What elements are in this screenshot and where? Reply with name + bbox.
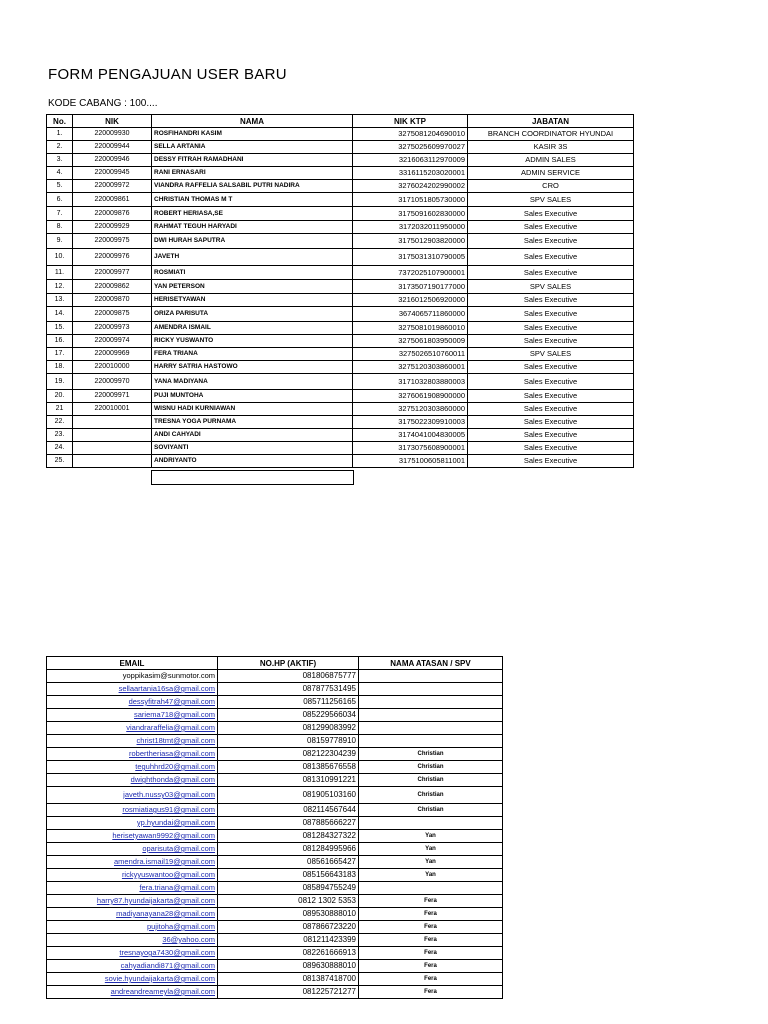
row-number-cell: 7. (47, 207, 73, 221)
header-nama: NAMA (152, 115, 353, 128)
nik-ktp-cell: 3175091602830000 (353, 207, 468, 221)
table-row (47, 403, 634, 416)
row-number-cell: 3. (47, 154, 73, 167)
table-row (47, 735, 503, 748)
jabatan-cell: KASIR 3S (468, 141, 634, 154)
table-row (47, 830, 503, 843)
nama-cell: ANDRIYANTO (152, 455, 353, 468)
table-row (47, 843, 503, 856)
nik-ktp-cell: 7372025107900001 (353, 266, 468, 280)
header-nama-atasan: NAMA ATASAN / SPV (359, 657, 503, 670)
nama-cell: FERA TRIANA (152, 348, 353, 361)
nik-ktp-cell: 3216012506920000 (353, 294, 468, 307)
table-row (47, 322, 634, 335)
nik-ktp-cell: 3173507190177000 (353, 280, 468, 294)
nik-cell (73, 416, 152, 429)
row-number-cell: 19. (47, 374, 73, 390)
nik-ktp-cell: 3275025609970027 (353, 141, 468, 154)
email-cell[interactable]: sellaartania16sa@gmail.com (47, 683, 218, 696)
no-hp-cell: 085711256165 (218, 696, 359, 709)
nama-atasan-cell: Christian (359, 761, 503, 774)
nik-cell: 220009945 (73, 167, 152, 180)
nama-cell: HARRY SATRIA HASTOWO (152, 361, 353, 374)
no-hp-cell: 087877531495 (218, 683, 359, 696)
header-nik: NIK (73, 115, 152, 128)
header-no-hp: NO.HP (AKTIF) (218, 657, 359, 670)
nama-cell: YANA MADIYANA (152, 374, 353, 390)
email-cell[interactable]: rosmiatiagus91@gmail.com (47, 804, 218, 817)
nik-ktp-cell: 3175031310790005 (353, 249, 468, 266)
nik-cell (73, 442, 152, 455)
table-row (47, 696, 503, 709)
nama-atasan-cell: Fera (359, 973, 503, 986)
table-row (47, 128, 634, 141)
nama-cell: TRESNA YOGA PURNAMA (152, 416, 353, 429)
nik-ktp-cell: 3216063112970009 (353, 154, 468, 167)
nama-cell: YAN PETERSON (152, 280, 353, 294)
row-number-cell: 15. (47, 322, 73, 335)
nik-ktp-cell: 3275120303860000 (353, 403, 468, 416)
table-row (47, 221, 634, 234)
email-cell: yoppikasim@sunmotor.com (47, 670, 218, 683)
nama-atasan-cell (359, 683, 503, 696)
nik-cell (73, 429, 152, 442)
employee-table (46, 114, 634, 468)
nama-cell: ANDI CAHYADI (152, 429, 353, 442)
header-jabatan: JABATAN (468, 115, 634, 128)
row-number-cell: 13. (47, 294, 73, 307)
nik-cell: 220009862 (73, 280, 152, 294)
nama-cell: JAVETH (152, 249, 353, 266)
header-no: No. (47, 115, 73, 128)
table-row (47, 390, 634, 403)
nik-ktp-cell: 3173075608900001 (353, 442, 468, 455)
email-cell[interactable]: viandraraffelia@gmail.com (47, 722, 218, 735)
nama-cell: ROSMIATI (152, 266, 353, 280)
nik-cell: 220009972 (73, 180, 152, 193)
nik-cell: 220010001 (73, 403, 152, 416)
no-hp-cell: 081387418700 (218, 973, 359, 986)
nik-cell: 220009870 (73, 294, 152, 307)
table-row (47, 921, 503, 934)
row-number-cell: 17. (47, 348, 73, 361)
table-row (47, 455, 634, 468)
nik-ktp-cell: 3175100605811001 (353, 455, 468, 468)
no-hp-cell: 08159778910 (218, 735, 359, 748)
nik-cell: 220009977 (73, 266, 152, 280)
jabatan-cell: Sales Executive (468, 322, 634, 335)
employee-table-header (47, 115, 634, 128)
no-hp-cell: 081211423399 (218, 934, 359, 947)
jabatan-cell: Sales Executive (468, 361, 634, 374)
nik-cell: 220009876 (73, 207, 152, 221)
row-number-cell: 4. (47, 167, 73, 180)
nik-ktp-cell: 3316115203020001 (353, 167, 468, 180)
jabatan-cell: Sales Executive (468, 403, 634, 416)
nik-cell: 220009976 (73, 249, 152, 266)
no-hp-cell: 085156643183 (218, 869, 359, 882)
nama-cell: RICKY YUSWANTO (152, 335, 353, 348)
table-row (47, 722, 503, 735)
row-number-cell: 11. (47, 266, 73, 280)
no-hp-cell: 082261666913 (218, 947, 359, 960)
nik-ktp-cell: 3175012903820000 (353, 234, 468, 249)
table-row (47, 960, 503, 973)
nama-cell: ROSFIHANDRI KASIM (152, 128, 353, 141)
table-row (47, 280, 634, 294)
header-nik-ktp: NIK KTP (353, 115, 468, 128)
no-hp-cell: 087885666227 (218, 817, 359, 830)
table-row (47, 774, 503, 787)
row-number-cell: 6. (47, 193, 73, 207)
row-number-cell: 9. (47, 234, 73, 249)
table-row (47, 934, 503, 947)
no-hp-cell: 081806875777 (218, 670, 359, 683)
table-row (47, 154, 634, 167)
nik-cell: 220009929 (73, 221, 152, 234)
jabatan-cell: Sales Executive (468, 455, 634, 468)
jabatan-cell: Sales Executive (468, 234, 634, 249)
jabatan-cell: Sales Executive (468, 390, 634, 403)
nama-atasan-cell (359, 817, 503, 830)
email-cell[interactable]: robertheriasa@gmail.com (47, 748, 218, 761)
nik-cell (73, 455, 152, 468)
table-row (47, 348, 634, 361)
row-number-cell: 5. (47, 180, 73, 193)
email-cell[interactable]: dessyfitrah47@gmail.com (47, 696, 218, 709)
header-email: EMAIL (47, 657, 218, 670)
row-number-cell: 23. (47, 429, 73, 442)
nama-atasan-cell: Fera (359, 895, 503, 908)
no-hp-cell: 081385676558 (218, 761, 359, 774)
nama-atasan-cell (359, 722, 503, 735)
email-cell[interactable]: madiyanayana28@gmail.com (47, 908, 218, 921)
email-cell[interactable]: oparisuta@gmail.com (47, 843, 218, 856)
nama-atasan-cell: Fera (359, 986, 503, 999)
nik-cell: 220009973 (73, 322, 152, 335)
nama-cell: ORIZA PARISUTA (152, 307, 353, 322)
no-hp-cell: 081225721277 (218, 986, 359, 999)
no-hp-cell: 081284327322 (218, 830, 359, 843)
jabatan-cell: Sales Executive (468, 429, 634, 442)
empty-name-cell (151, 470, 354, 485)
table-row (47, 442, 634, 455)
nama-atasan-cell: Christian (359, 804, 503, 817)
jabatan-cell: Sales Executive (468, 416, 634, 429)
email-cell[interactable]: 36@yahoo.com (47, 934, 218, 947)
nama-cell: ROBERT HERIASA,SE (152, 207, 353, 221)
nama-cell: HERISETYAWAN (152, 294, 353, 307)
nik-cell: 220009944 (73, 141, 152, 154)
nama-cell: RAHMAT TEGUH HARYADI (152, 221, 353, 234)
nama-atasan-cell (359, 735, 503, 748)
nama-cell: SELLA ARTANIA (152, 141, 353, 154)
jabatan-cell: SPV SALES (468, 280, 634, 294)
email-cell[interactable]: cahyadiandi871@gmail.com (47, 960, 218, 973)
jabatan-cell: Sales Executive (468, 307, 634, 322)
nik-ktp-cell: 3276024202990002 (353, 180, 468, 193)
table-row (47, 180, 634, 193)
nama-cell: AMENDRA ISMAIL (152, 322, 353, 335)
jabatan-cell: BRANCH COORDINATOR HYUNDAI (468, 128, 634, 141)
jabatan-cell: Sales Executive (468, 221, 634, 234)
nama-cell: WISNU HADI KURNIAWAN (152, 403, 353, 416)
email-cell[interactable]: dwighthonda@gmail.com (47, 774, 218, 787)
email-cell[interactable]: tresnayoga7430@gmail.com (47, 947, 218, 960)
table-row (47, 869, 503, 882)
table-row (47, 986, 503, 999)
jabatan-cell: ADMIN SALES (468, 154, 634, 167)
jabatan-cell: ADMIN SERVICE (468, 167, 634, 180)
nama-atasan-cell (359, 670, 503, 683)
table-row (47, 234, 634, 249)
nik-ktp-cell: 3674065711860000 (353, 307, 468, 322)
email-cell[interactable]: harry87.hyundaijakarta@gmail.com (47, 895, 218, 908)
row-number-cell: 22. (47, 416, 73, 429)
table-row (47, 817, 503, 830)
nik-ktp-cell: 3172032011950000 (353, 221, 468, 234)
nama-atasan-cell: Fera (359, 934, 503, 947)
nama-atasan-cell: Christian (359, 748, 503, 761)
table-row (47, 683, 503, 696)
table-row (47, 429, 634, 442)
no-hp-cell: 085894755249 (218, 882, 359, 895)
nama-cell: DESSY FITRAH RAMADHANI (152, 154, 353, 167)
table-row (47, 141, 634, 154)
nik-ktp-cell: 3275026510760011 (353, 348, 468, 361)
table-row (47, 193, 634, 207)
jabatan-cell: SPV SALES (468, 348, 634, 361)
nik-ktp-cell: 3275061803950009 (353, 335, 468, 348)
nik-ktp-cell: 3276061908900000 (353, 390, 468, 403)
email-cell[interactable]: herisetyawan9992@gmail.com (47, 830, 218, 843)
nik-cell: 220009861 (73, 193, 152, 207)
nik-cell: 220009969 (73, 348, 152, 361)
table-row (47, 947, 503, 960)
no-hp-cell: 081299083992 (218, 722, 359, 735)
nama-atasan-cell (359, 696, 503, 709)
table-row (47, 761, 503, 774)
table-row (47, 361, 634, 374)
no-hp-cell: 085229566034 (218, 709, 359, 722)
table-row (47, 895, 503, 908)
no-hp-cell: 082122304239 (218, 748, 359, 761)
row-number-cell: 14. (47, 307, 73, 322)
jabatan-cell: CRO (468, 180, 634, 193)
nama-cell: CHRISTIAN THOMAS M T (152, 193, 353, 207)
no-hp-cell: 089530888010 (218, 908, 359, 921)
jabatan-cell: Sales Executive (468, 207, 634, 221)
table-row (47, 908, 503, 921)
email-cell[interactable]: sariema718@gmail.com (47, 709, 218, 722)
jabatan-cell: Sales Executive (468, 442, 634, 455)
jabatan-cell: Sales Executive (468, 374, 634, 390)
nama-atasan-cell: Christian (359, 774, 503, 787)
nama-atasan-cell: Yan (359, 843, 503, 856)
email-cell[interactable]: javeth.nussy03@gmail.com (47, 787, 218, 804)
form-title: FORM PENGAJUAN USER BARU (48, 66, 287, 83)
nama-cell: DWI HURAH SAPUTRA (152, 234, 353, 249)
nik-cell: 220010000 (73, 361, 152, 374)
email-cell[interactable]: yp.hyundai@gmail.com (47, 817, 218, 830)
jabatan-cell: Sales Executive (468, 335, 634, 348)
jabatan-cell: SPV SALES (468, 193, 634, 207)
nik-cell: 220009970 (73, 374, 152, 390)
email-cell[interactable]: andreandreameyla@gmail.com (47, 986, 218, 999)
email-cell[interactable]: christ18tmt@gmail.com (47, 735, 218, 748)
contact-table-header (47, 657, 503, 670)
nik-ktp-cell: 3275081019860010 (353, 322, 468, 335)
nama-atasan-cell: Fera (359, 921, 503, 934)
no-hp-cell: 082114567644 (218, 804, 359, 817)
table-row (47, 748, 503, 761)
nama-cell: VIANDRA RAFFELIA SALSABIL PUTRI NADIRA (152, 180, 353, 193)
row-number-cell: 12. (47, 280, 73, 294)
nik-cell: 220009930 (73, 128, 152, 141)
nama-atasan-cell: Fera (359, 908, 503, 921)
nama-atasan-cell: Yan (359, 830, 503, 843)
kode-cabang-label: KODE CABANG : 100.... (48, 98, 158, 109)
no-hp-cell: 08561665427 (218, 856, 359, 869)
nama-cell: RANI ERNASARI (152, 167, 353, 180)
row-number-cell: 1. (47, 128, 73, 141)
table-row (47, 167, 634, 180)
row-number-cell: 20. (47, 390, 73, 403)
row-number-cell: 16. (47, 335, 73, 348)
table-row (47, 856, 503, 869)
nik-ktp-cell: 3275120303860001 (353, 361, 468, 374)
no-hp-cell: 081284995966 (218, 843, 359, 856)
row-number-cell: 10. (47, 249, 73, 266)
nik-cell: 220009975 (73, 234, 152, 249)
table-row (47, 787, 503, 804)
nama-cell: SOVIYANTI (152, 442, 353, 455)
nik-ktp-cell: 3171051805730000 (353, 193, 468, 207)
nama-atasan-cell (359, 882, 503, 895)
nik-cell: 220009875 (73, 307, 152, 322)
table-row (47, 335, 634, 348)
nama-atasan-cell: Fera (359, 947, 503, 960)
no-hp-cell: 089630888010 (218, 960, 359, 973)
email-cell[interactable]: amendra.ismail19@gmail.com (47, 856, 218, 869)
table-row (47, 709, 503, 722)
table-row (47, 973, 503, 986)
nik-cell: 220009946 (73, 154, 152, 167)
table-row (47, 804, 503, 817)
nik-cell: 220009974 (73, 335, 152, 348)
row-number-cell: 18. (47, 361, 73, 374)
row-number-cell: 21 (47, 403, 73, 416)
nik-ktp-cell: 3171032803880003 (353, 374, 468, 390)
email-cell[interactable]: teguhhrd20@gmail.com (47, 761, 218, 774)
jabatan-cell: Sales Executive (468, 266, 634, 280)
table-row (47, 670, 503, 683)
nik-ktp-cell: 3175022309910003 (353, 416, 468, 429)
no-hp-cell: 081905103160 (218, 787, 359, 804)
table-row (47, 307, 634, 322)
row-number-cell: 2. (47, 141, 73, 154)
table-row (47, 207, 634, 221)
nama-cell: PUJI MUNTOHA (152, 390, 353, 403)
table-row (47, 374, 634, 390)
table-row (47, 416, 634, 429)
table-row (47, 882, 503, 895)
nama-atasan-cell: Fera (359, 960, 503, 973)
no-hp-cell: 087866723220 (218, 921, 359, 934)
nik-cell: 220009971 (73, 390, 152, 403)
table-row (47, 294, 634, 307)
email-cell[interactable]: pujitoha@gmail.com (47, 921, 218, 934)
no-hp-cell: 0812 1302 5353 (218, 895, 359, 908)
nama-atasan-cell (359, 709, 503, 722)
email-cell[interactable]: fera.triana@gmail.com (47, 882, 218, 895)
nik-ktp-cell: 3174041004830005 (353, 429, 468, 442)
row-number-cell: 8. (47, 221, 73, 234)
nama-atasan-cell: Yan (359, 856, 503, 869)
email-cell[interactable]: rickyyuswantoo@gmail.com (47, 869, 218, 882)
email-cell[interactable]: sovie.hyundaijakarta@gmail.com (47, 973, 218, 986)
jabatan-cell: Sales Executive (468, 294, 634, 307)
jabatan-cell: Sales Executive (468, 249, 634, 266)
row-number-cell: 24. (47, 442, 73, 455)
table-row (47, 266, 634, 280)
table-row (47, 249, 634, 266)
nik-ktp-cell: 3275081204690010 (353, 128, 468, 141)
nama-atasan-cell: Yan (359, 869, 503, 882)
no-hp-cell: 081310991221 (218, 774, 359, 787)
nama-atasan-cell: Christian (359, 787, 503, 804)
row-number-cell: 25. (47, 455, 73, 468)
contact-table (46, 656, 503, 999)
